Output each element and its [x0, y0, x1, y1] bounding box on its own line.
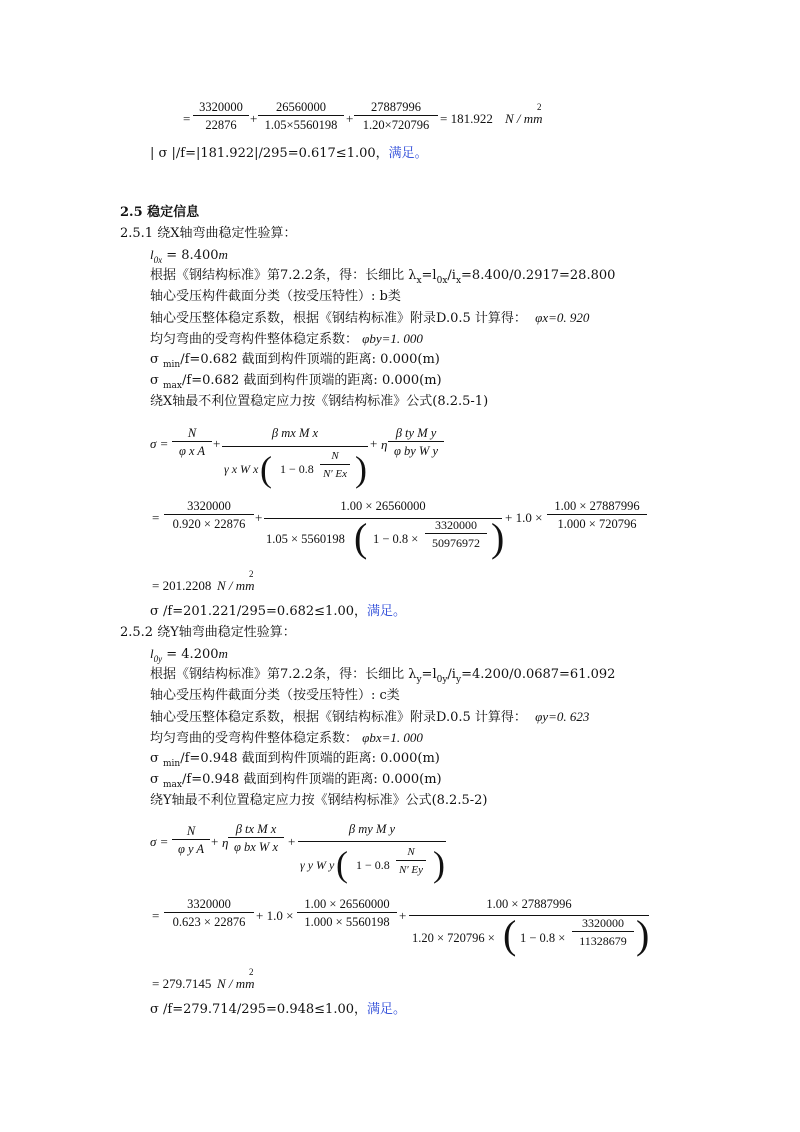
phi-value: φy=0. 623 — [535, 709, 590, 724]
phib-value: φby=1. 000 — [362, 331, 423, 346]
result-value: = 181.922 — [440, 111, 493, 126]
paren-left: ( — [354, 515, 368, 560]
denominator: N′ Ex — [320, 464, 350, 482]
denominator-part: 1 − 0.8 — [280, 462, 314, 476]
fraction — [264, 499, 502, 516]
plus-sign: + — [346, 111, 354, 126]
text: =4.200/0.0687=61.092 — [461, 667, 616, 682]
text: =l — [421, 667, 437, 682]
result-value: = 279.7145 — [152, 976, 212, 991]
phi-line — [150, 310, 589, 327]
paren-left: ( — [336, 844, 348, 884]
phi-line — [150, 709, 589, 726]
numerator: β mx M x — [271, 426, 319, 440]
fraction — [409, 897, 649, 914]
check-ok: 满足。 — [367, 1002, 407, 1017]
sigma-eq: σ = — [150, 834, 169, 849]
subscript: min — [163, 759, 181, 769]
sigma-max-line — [150, 772, 442, 789]
coefficient: + 1.0 × — [256, 908, 294, 923]
denominator-part: 1 − 0.8 — [356, 858, 390, 872]
numerator: 3320000 — [199, 100, 243, 114]
phi-text: 轴心受压整体稳定系数，根据《钢结构标准》附录D.0.5 计算得： — [150, 311, 527, 326]
fraction — [222, 426, 368, 443]
l0-value: = 4.200 — [166, 647, 219, 662]
unit-exponent: 2 — [249, 967, 254, 977]
subscript: min — [163, 360, 181, 370]
numerator: 1.00 × 26560000 — [340, 499, 426, 513]
check-text: | σ |/f=|181.922|/295=0.617≤1.00， — [150, 146, 389, 161]
denominator-part: γ y W y — [300, 858, 335, 872]
eq-sign: = — [152, 908, 160, 923]
text: /f=0.948 截面到构件顶端的距离: 0.000(m) — [180, 751, 440, 766]
text: =8.400/0.2917=28.800 — [461, 268, 616, 283]
denominator: 1.20×720796 — [354, 115, 438, 133]
subscript: y — [416, 675, 422, 685]
subscript: max — [163, 381, 182, 391]
denominator-part: 1.05 × 5560198 — [266, 532, 345, 546]
fraction — [193, 100, 249, 133]
denominator: 0.623 × 22876 — [164, 912, 254, 930]
fraction — [258, 100, 344, 133]
phi-value: φx=0. 920 — [535, 310, 590, 325]
numerator: N — [407, 846, 415, 858]
numerator: 1.00 × 26560000 — [304, 897, 390, 911]
phi-text: 轴心受压整体稳定系数，根据《钢结构标准》附录D.0.5 计算得： — [150, 710, 527, 725]
fraction — [164, 897, 254, 930]
section-title: 稳定信息 — [147, 205, 200, 220]
paren-right: ) — [636, 912, 650, 957]
eta: η — [381, 437, 388, 452]
subscript: max — [163, 780, 182, 790]
inner-fraction — [320, 449, 350, 482]
plus-sign: + — [288, 834, 296, 849]
check-text: σ /f=279.714/295=0.948≤1.00， — [150, 1002, 367, 1017]
text: =l — [421, 268, 437, 283]
subscript: 0y — [436, 675, 448, 685]
l0-subscript: 0y — [153, 654, 163, 664]
section-heading — [120, 205, 199, 221]
numerator: 3320000 — [582, 916, 624, 930]
paren-right: ) — [355, 449, 367, 489]
sigma-max-line — [150, 373, 442, 390]
text: /f=0.948 截面到构件顶端的距离: 0.000(m) — [182, 772, 442, 787]
check-line-x — [150, 604, 406, 620]
denominator-part: 1.20 × 720796 × — [412, 931, 495, 945]
fraction — [164, 499, 254, 532]
check-line-y — [150, 1002, 406, 1018]
sigma: σ — [150, 751, 159, 766]
sigma-eq: σ = — [150, 436, 169, 451]
plus-sign: + — [211, 834, 219, 849]
l0-value: = 8.400 — [166, 248, 219, 263]
plus-sign: + — [370, 436, 378, 451]
numerator: 1.00 × 27887996 — [486, 897, 572, 911]
sigma-min-line — [150, 352, 440, 369]
formula-reference: 绕X轴最不利位置稳定应力按《钢结构标准》公式(8.2.5-1) — [150, 394, 489, 409]
numerator: 3320000 — [187, 499, 231, 513]
l0-symbol: l — [150, 646, 154, 661]
phib-line — [150, 331, 423, 348]
numerator: β tx M x — [235, 822, 277, 836]
section-number: 2.5 — [120, 205, 143, 220]
denominator: 0.920 × 22876 — [164, 514, 254, 532]
subscript: x — [416, 276, 422, 286]
plus-sign: + — [399, 908, 407, 923]
fraction — [354, 100, 438, 133]
section-class-line: 轴心受压构件截面分类（按受压特性）: c类 — [150, 688, 400, 703]
l0-symbol: l — [150, 247, 154, 262]
sigma: σ — [150, 373, 159, 388]
sigma: σ — [150, 352, 159, 367]
eq-sign: = — [183, 111, 191, 126]
unit-exponent: 2 — [537, 102, 542, 112]
text: /i — [447, 268, 456, 283]
subsection-heading-x: 2.5.1 绕X轴弯曲稳定性验算： — [120, 226, 297, 241]
phib-text: 均匀弯曲的受弯构件整体稳定系数： — [150, 332, 359, 347]
plus-sign: + — [250, 111, 258, 126]
numerator: 3320000 — [435, 518, 477, 532]
paren-right: ) — [491, 515, 505, 560]
denominator: 1.000 × 720796 — [547, 514, 647, 532]
unit: N / mm — [217, 976, 255, 991]
inner-fraction — [396, 845, 426, 878]
l0y-line — [150, 646, 228, 663]
denominator: φ y A — [172, 839, 210, 857]
check-line — [150, 146, 428, 162]
fraction — [297, 897, 397, 930]
coefficient: + 1.0 × — [505, 510, 543, 525]
eta: η — [222, 835, 229, 850]
denominator-part: 1 − 0.8 × — [520, 931, 566, 945]
numerator: N — [187, 426, 197, 440]
phib-value: φbx=1. 000 — [362, 730, 423, 745]
denominator: 50976972 — [425, 533, 487, 551]
formula-reference: 绕Y轴最不利位置稳定应力按《钢结构标准》公式(8.2.5-2) — [150, 793, 488, 808]
unit-exponent: 2 — [249, 569, 254, 579]
phib-text: 均匀弯曲的受弯构件整体稳定系数： — [150, 731, 359, 746]
numerator: 27887996 — [371, 100, 421, 114]
paren-left: ( — [503, 912, 517, 957]
l0-subscript: 0x — [153, 255, 163, 265]
numerator: 1.00 × 27887996 — [554, 499, 640, 513]
eq-sign: = — [152, 510, 160, 525]
subscript: 0x — [436, 276, 448, 286]
l0x-line — [150, 247, 228, 264]
denominator: N′ Ey — [396, 860, 426, 878]
inner-fraction — [572, 916, 634, 949]
numerator: 3320000 — [187, 897, 231, 911]
check-text: σ /f=201.221/295=0.682≤1.00， — [150, 604, 367, 619]
check-ok: 满足。 — [367, 604, 407, 619]
text: /i — [447, 667, 456, 682]
denominator: 1.05×5560198 — [258, 115, 344, 133]
plus-sign: + — [255, 510, 263, 525]
text: 根据《钢结构标准》第7.2.2条，得：长细比 λ — [150, 268, 417, 283]
subscript: y — [455, 675, 462, 685]
fraction-bar — [222, 446, 368, 447]
numerator: N — [186, 824, 196, 838]
paren-right: ) — [433, 844, 445, 884]
denominator: 11328679 — [572, 931, 634, 949]
phib-line — [150, 730, 423, 747]
slenderness-line — [150, 268, 615, 285]
fraction — [228, 822, 284, 855]
plus-sign: + — [213, 436, 221, 451]
sigma: σ — [150, 772, 159, 787]
section-class-line: 轴心受压构件截面分类（按受压特性）: b类 — [150, 289, 401, 304]
text: /f=0.682 截面到构件顶端的距离: 0.000(m) — [182, 373, 442, 388]
denominator: φ x A — [172, 441, 212, 459]
check-ok: 满足。 — [388, 146, 428, 161]
numerator: N — [331, 450, 339, 462]
denominator: φ bx W x — [228, 837, 284, 855]
fraction-bar — [298, 841, 446, 842]
fraction — [172, 824, 210, 857]
denominator-part: γ x W x — [224, 462, 259, 476]
subsection-heading-y: 2.5.2 绕Y轴弯曲稳定性验算： — [120, 625, 296, 640]
numerator: 26560000 — [276, 100, 326, 114]
slenderness-line — [150, 667, 615, 684]
numerator: β ty M y — [395, 426, 437, 440]
sigma-min-line — [150, 751, 440, 768]
denominator: 22876 — [193, 115, 249, 133]
paren-left: ( — [260, 449, 272, 489]
l0-unit: m — [218, 247, 228, 262]
unit: N / mm — [217, 578, 255, 593]
numerator: β my M y — [348, 822, 396, 836]
denominator: φ by W y — [388, 441, 444, 459]
fraction — [388, 426, 444, 459]
subscript: x — [455, 276, 462, 286]
l0-unit: m — [218, 646, 228, 661]
denominator-part: 1 − 0.8 × — [373, 532, 419, 546]
unit: N / mm — [505, 111, 543, 126]
text: 根据《钢结构标准》第7.2.2条，得：长细比 λ — [150, 667, 417, 682]
inner-fraction — [425, 518, 487, 551]
text: /f=0.682 截面到构件顶端的距离: 0.000(m) — [180, 352, 440, 367]
fraction — [547, 499, 647, 532]
result-value: = 201.2208 — [152, 578, 212, 593]
fraction — [172, 426, 212, 459]
fraction — [298, 822, 446, 839]
denominator: 1.000 × 5560198 — [297, 912, 397, 930]
